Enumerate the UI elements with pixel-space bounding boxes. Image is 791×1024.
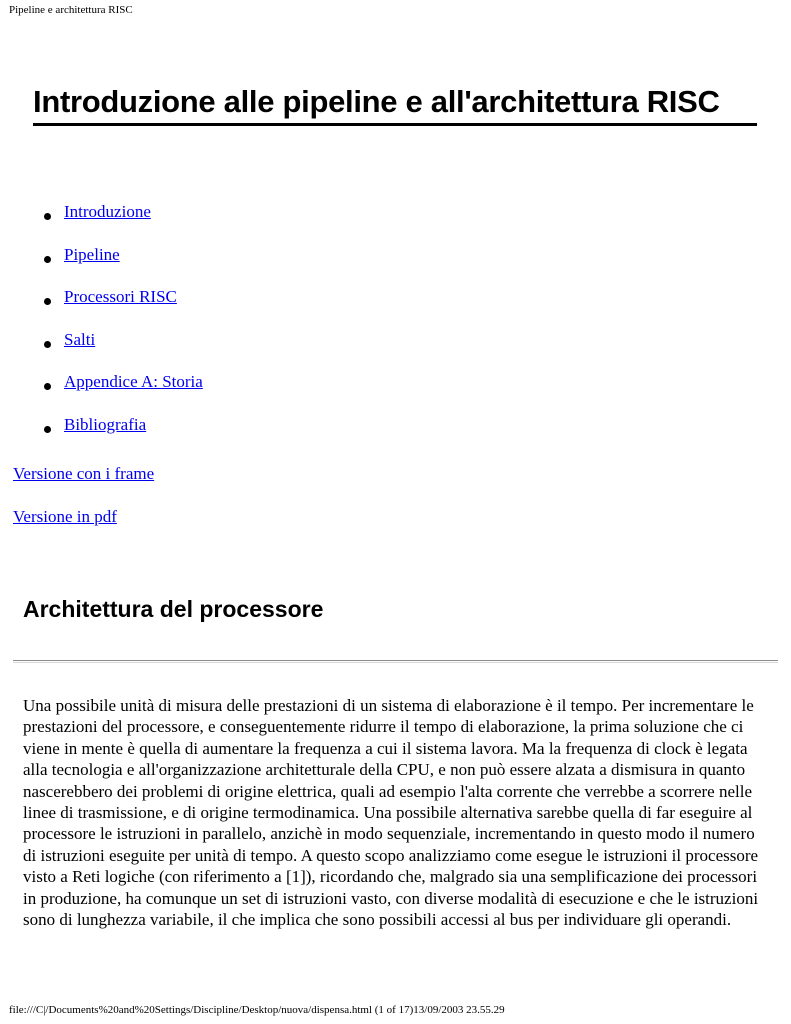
toc-item-bibliografia [44,415,203,458]
toc-item-appendice-storia [44,372,203,415]
toc-item-pipeline [44,245,203,288]
frame-version-link[interactable]: Versione con i frame [13,464,155,483]
toc-link-introduzione[interactable]: Introduzione [64,202,151,221]
bullet-icon [44,213,51,220]
table-of-contents [44,202,203,457]
page-title: Introduzione alle pipeline e all'architettura RISC [33,84,720,119]
section-paragraph: Una possibile unità di misura delle prestazioni di un sistema di elaborazione è il tempo. Per incrementare le prestazioni del processore, e conseguentemente ridurre il tempo di elaborazione, la prima soluzione che ci viene in mente è quella di aumentare la frequenza a cui il sistema lavora. Ma la frequenza di clock è legata alla tecnologia e all'organizzazione architetturale della CPU, e non può essere alzata a dismisura in quanto nascerebbero dei problemi di origine elettrica, quali ad esempio l'alta corrente che verrebbe a scorrere nelle linee di trasmissione, e di origine termodinamica. Una possibile alternativa sarebbe quella di far eseguire al processore le istruzioni in parallelo, anzichè in modo sequenziale, incrementando in questo modo il numero di istruzioni eseguite per unità di tempo. A questo scopo analizziamo come esegue le istruzioni il processore visto a Reti logiche (con riferimento a [1]), ricordando che, malgrado sia una semplificazione dei processori in produzione, ha comunque un set di istruzioni vasto, con diverse modalità di esecuzione e che le istruzioni sono di lunghezza variabile, il che implica che sono possibili accessi al bus per individuare gli operandi. [23,696,759,930]
bullet-icon [44,426,51,433]
print-header: Pipeline e architettura RISC [9,4,133,16]
toc-link-appendice-storia[interactable]: Appendice A: Storia [64,372,203,391]
section-title: Architettura del processore [23,596,324,622]
pdf-version-link[interactable]: Versione in pdf [13,507,117,526]
title-underline [33,123,757,126]
toc-link-processori-risc[interactable]: Processori RISC [64,287,177,306]
bullet-icon [44,341,51,348]
print-footer: file:///C|/Documents%20and%20Settings/Discipline/Desktop/nuova/dispensa.html (1 of 17)13/09/2003 23.55.29 [9,1004,505,1016]
bullet-icon [44,298,51,305]
bullet-icon [44,383,51,390]
toc-item-salti [44,330,203,373]
toc-link-bibliografia[interactable]: Bibliografia [64,414,147,434]
toc-item-introduzione [44,202,203,245]
bullet-icon [44,256,51,263]
toc-item-processori-risc [44,287,203,330]
toc-link-pipeline[interactable]: Pipeline [64,244,120,264]
toc-link-salti[interactable]: Salti [64,329,96,349]
section-divider [13,660,778,663]
